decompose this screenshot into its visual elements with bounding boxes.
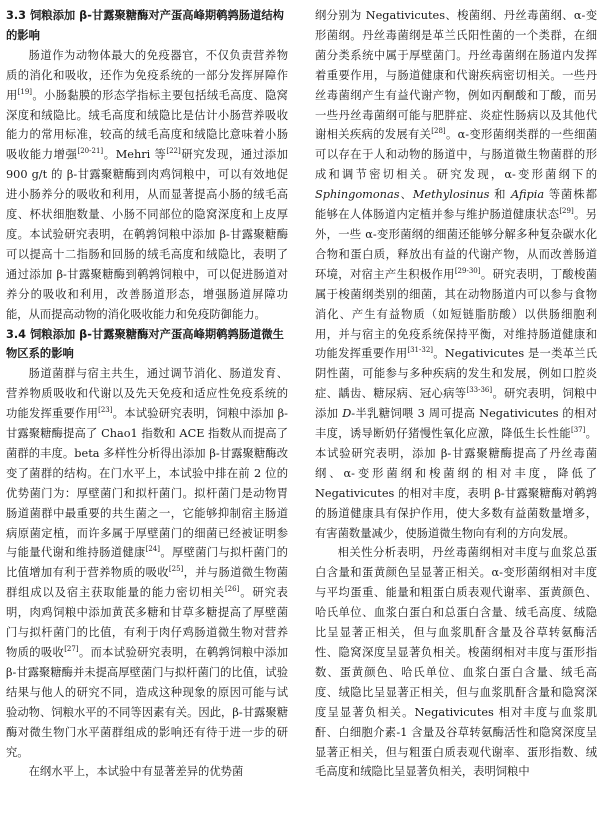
taxon-name: Afipia xyxy=(511,188,545,202)
citation: [23] xyxy=(98,406,113,415)
citation: [25] xyxy=(168,565,184,574)
citation: [27] xyxy=(64,645,79,654)
paragraph-microbiota-class: 纲分别为 Negativicutes、梭菌纲、丹丝毒菌纲、α-变形菌纲。丹丝毒菌纲是革兰氏阳性菌的一个类群，在细菌分类系统中属于厚壁菌门。丹丝毒菌纲在肠道内发挥着重要作用，与肠道健康和代谢疾病密切相关。一些丹丝毒菌纲产生有益代谢产物，例如丙酮酸和丁酸，而另一些丹丝毒菌纲可能与肥胖症、炎症性肠病以及其他代谢相关疾病的发展有关[28]。α-变形菌纲类群的一些细菌可以存在于人和动物的肠道中，与肠道微生物菌群的形成和调节密切相关。研究发现，α-变形菌纲下的 Sphingomonas、Methylosinus 和 Afipia 等菌株都能够在人体肠道内定植并参与维护肠道健康状态[29]。另外，一些 α-变形菌纲的细菌还能够分解多种复杂碳水化合物和蛋白质，释放出有益的代谢产物，从而改善肠道环境，对宿主产生积极作用[29-30]。研究表明，丁酸梭菌属于梭菌纲类别的细菌，其在动物肠道内可以参与食物消化、产生有益物质（如短链脂肪酸）以供肠细胞利用，并与宿主的免疫系统保持平衡，对维持肠道健康和功能发挥重要作用[31-32]。Negativicutes 是一类革兰氏阴性菌，可能参与多种疾病的发生和发展，例如口腔炎症、龋齿、糖尿病、冠心病等[33-36]。研究表明，饲粮中添加 D-半乳糖饲喂 3 周可提高 Negativicutes 的相对丰度，诱导断奶仔猪慢性氧化应激，降低生长性能[37]。本试验研究表明，添加 β-甘露聚糖酶提高了丹丝毒菌纲、α-变形菌纲和梭菌纲的相对丰度，降低了 Negativicutes 的相对丰度，表明 β-甘露聚糖酶对鹌鹑的肠道健康具有保护作用，使大多数有益菌数量增多，有害菌数量减少，使肠道微生物向有利的方向发展。 xyxy=(315,9,598,540)
citation: [31-32] xyxy=(407,346,434,355)
left-column xyxy=(6,6,288,782)
section-heading-3-3 xyxy=(6,6,288,46)
section-heading-3-4 xyxy=(6,325,288,365)
section-number: 3.3 xyxy=(6,9,27,22)
paragraph-microbiota-phylum: 肠道菌群与宿主共生，通过调节消化、肠道发育、营养物质吸收和代谢以及先天免疫和适应性免疫系统的功能发挥重要作用[23]。本试验研究表明，饲粮中添加 β-甘露聚糖酶提高了 Chao1 指数和 ACE 指数从而提高了菌群的丰度。beta 多样性分析得出添加 β-甘露聚糖酶改变了菌群的结构。在门水平上，本试验中排在前 2 位的优势菌门为：厚壁菌门和拟杆菌门。拟杆菌门是动物胃肠道菌群中最重要的共生菌之一，它能够抑制宿主肠道病原菌定植，而许多属于厚壁菌门的细菌已经被证明参与能量代谢和维持肠道健康[24]。厚壁菌门与拟杆菌门的比值增加有利于营养物质的吸收[25]，并与肠道微生物菌群组成以及宿主获取能量的能力密切相关[26]。研究表明，肉鸡饲粮中添加黄芪多糖和甘草多糖提高了厚壁菌门与拟杆菌门的比值，有利于肉仔鸡肠道微生物对营养物质的吸收[27]。而本试验研究表明，在鹌鹑饲粮中添加 β-甘露聚糖酶并未提高厚壁菌门与拟杆菌门的比值，试验结果与他人的研究不同，造成这种现象的原因可能与试验动物、饲粮水平的不同等因素有关。因此，β-甘露聚糖酶对微生物门水平菌群组成的影响还有待于进一步的研究。 xyxy=(6,367,288,759)
paragraph-correlation-analysis: 相关性分析表明，丹丝毒菌纲相对丰度与血浆总蛋白含量和蛋黄颜色呈显著正相关。α-变形菌纲相对丰度与平均蛋重、能量和粗蛋白质表观代谢率、蛋黄颜色、哈氏单位、血浆白蛋白和总蛋白含量、绒毛高度、绒隐比呈显著正相关，但与血浆肌酐含量及谷草转氨酶活性、隐窝深度呈显著负相关。梭菌纲相对丰度与蛋形指数、蛋黄颜色、哈氏单位、血浆白蛋白含量、绒毛高度、绒隐比呈显著正相关，但与血浆肌酐含量和隐窝深度呈显著负相关。Negativicutes 相对丰度与血浆肌酐、白细胞介素-1 含量及谷草转氨酶活性和隐窝深度呈显著正相关，但与粗蛋白质表观代谢率、蛋形指数、绒毛高度和绒隐比呈显著负相关，表明饲粮中 xyxy=(315,546,597,779)
citation: [29] xyxy=(559,207,574,216)
stereo-prefix: D xyxy=(342,407,352,421)
citation: [19] xyxy=(17,87,33,96)
paragraph-intestinal-structure: 肠道作为动物体最大的免疫器官，不仅负责营养物质的消化和吸收，还作为免疫系统的一部分发挥屏障作用[19]。小肠黏膜的形态学指标主要包括绒毛高度、隐窝深度和绒隐比。绒毛高度和绒隐比是估计小肠营养吸收能力的常用标准，较高的绒毛高度和绒隐比意味着小肠吸收能力增强[20-21]。Mehri 等[22]研究发现，通过添加 900 g/t 的 β-甘露聚糖酶到肉鸡饲粮中，可以有效地促进小肠养分的吸收和利用，从而显著提高小肠的绒毛高度、杯状细胞数量、小肠不同部位的隐窝深度和上皮厚度。本试验研究表明，在鹌鹑饲粮中添加 β-甘露聚糖酶可以提高十二指肠和回肠的绒毛高度和绒隐比，表明了通过添加 β-甘露聚糖酶到鹌鹑饲粮中，可以促进肠道对养分的吸收和利用，改善肠道形态，增强肠道屏障功能，从而提高动物的消化吸收能力和免疫防御能力。 xyxy=(6,48,288,321)
citation: [22] xyxy=(166,147,181,156)
citation: [29-30] xyxy=(454,267,481,276)
citation: [24] xyxy=(145,545,160,554)
section-title: 饲粮添加 β-甘露聚糖酶对产蛋高峰期鹌鹑肠道微生物区系的影响 xyxy=(6,327,284,361)
citation: [20-21] xyxy=(77,147,104,156)
taxon-name: Methylosinus xyxy=(412,188,490,202)
section-number: 3.4 xyxy=(6,327,27,341)
citation: [33-36] xyxy=(466,386,493,395)
taxon-name: Sphingomonas xyxy=(315,188,400,202)
citation: [26] xyxy=(224,585,240,594)
paragraph-microbiota-class-start: 在纲水平上，本试验中有显著差异的优势菌 xyxy=(28,765,244,779)
right-column xyxy=(315,6,597,782)
citation: [37] xyxy=(570,426,586,435)
section-title: 饲粮添加 β-甘露聚糖酶对产蛋高峰期鹌鹑肠道结构的影响 xyxy=(6,9,284,42)
citation: [28] xyxy=(431,127,446,136)
